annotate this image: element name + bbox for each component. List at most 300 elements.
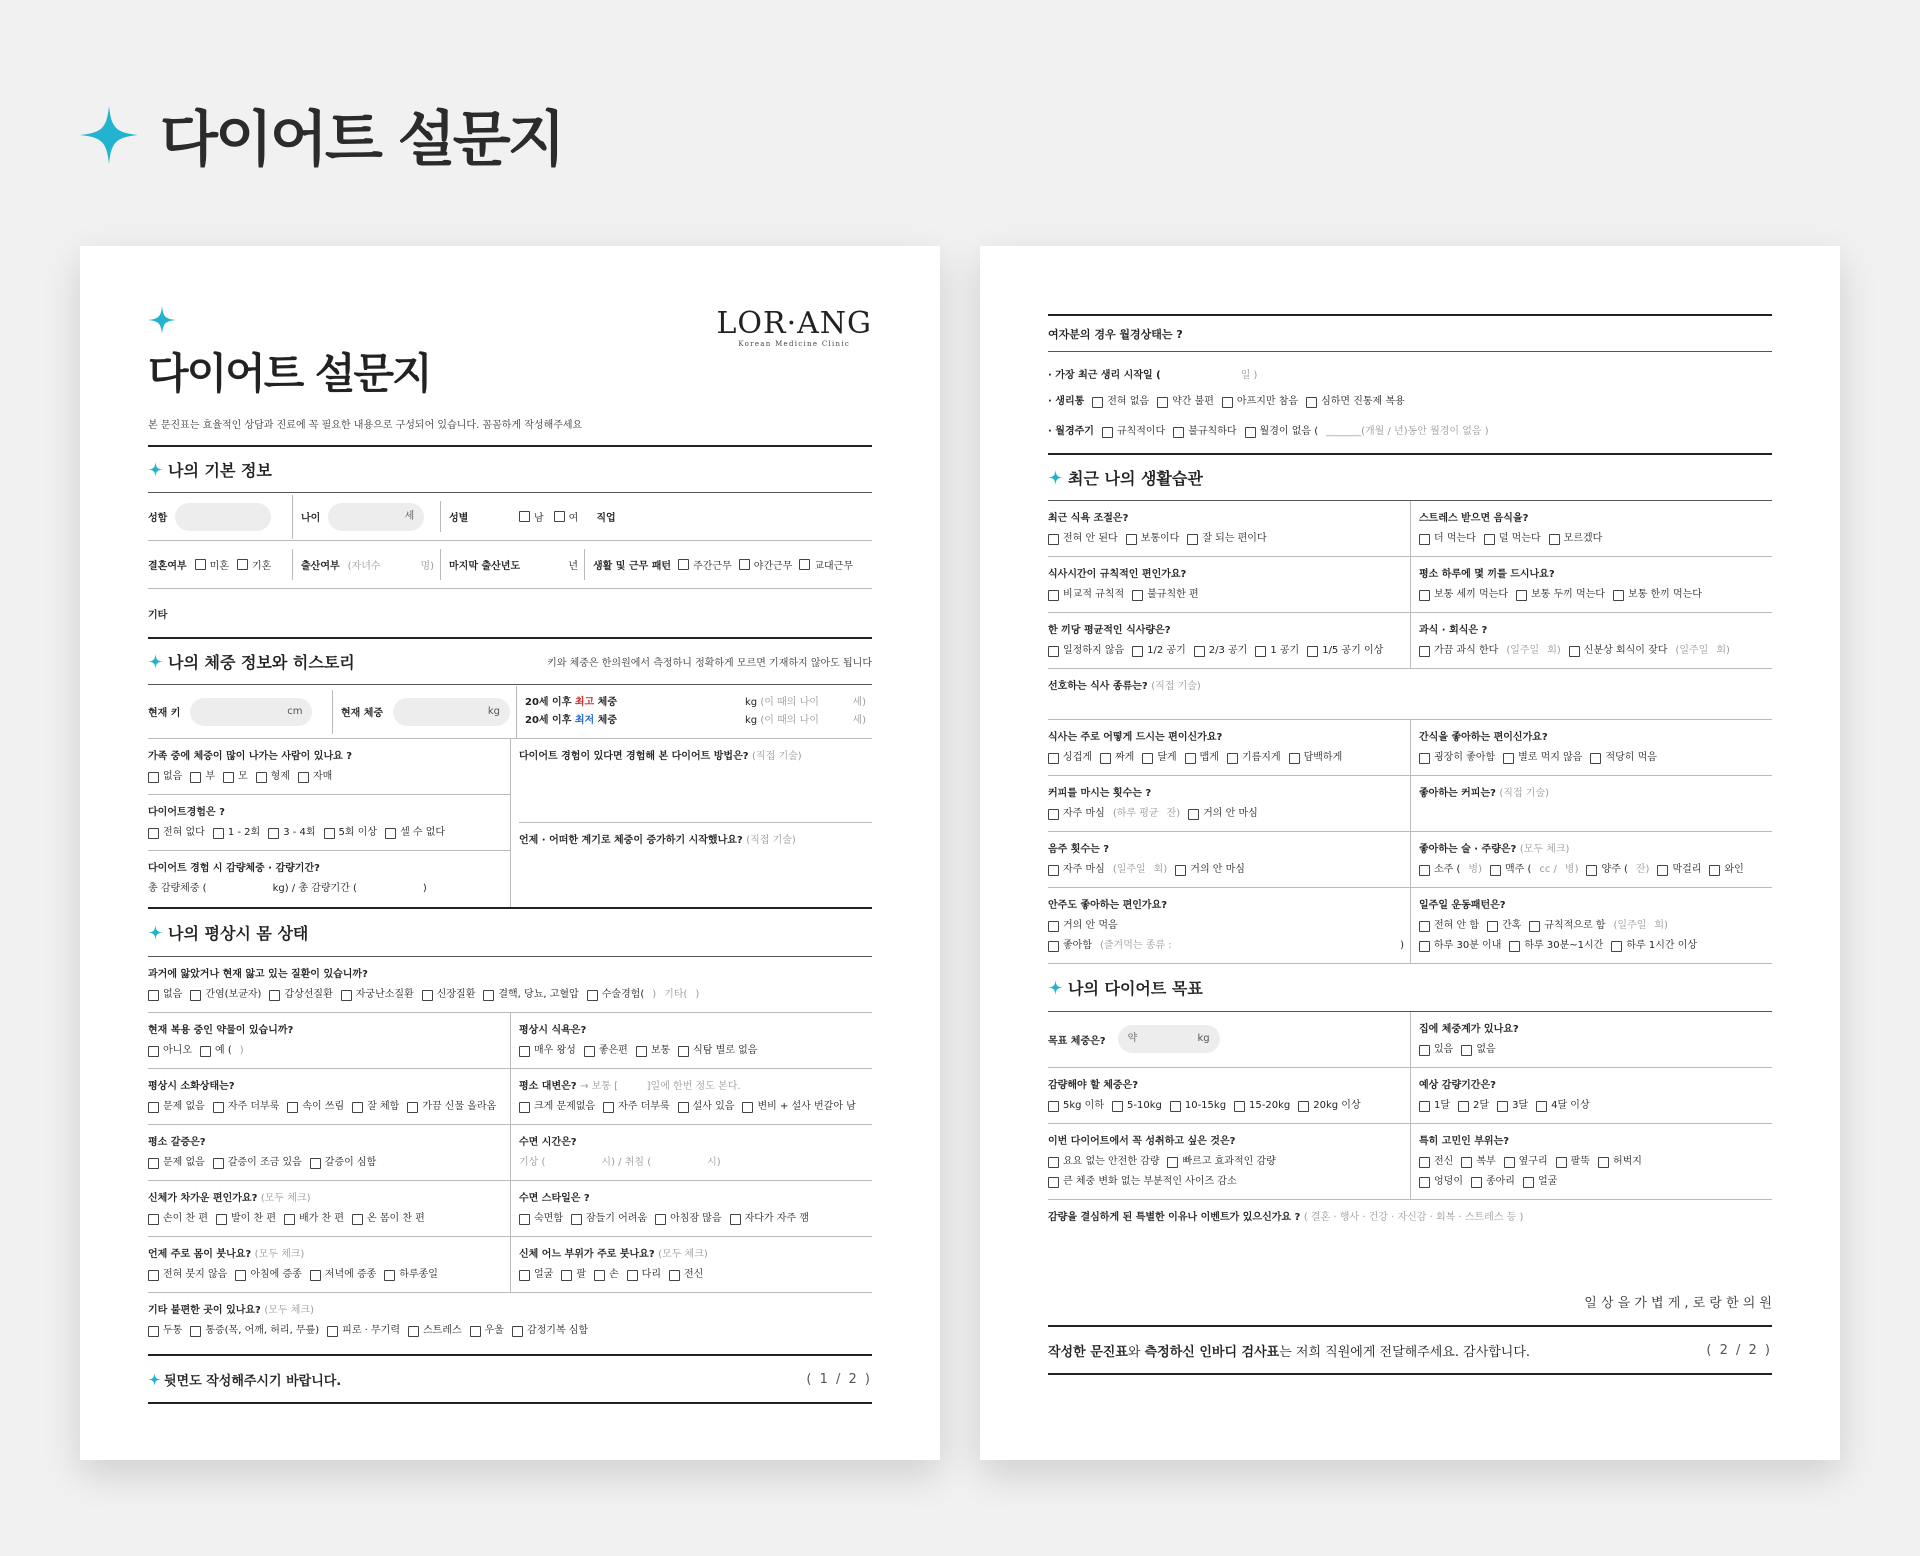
option-label: 숙면함 xyxy=(534,1213,563,1224)
option-checkbox[interactable] xyxy=(1709,861,1743,879)
option-checkbox[interactable] xyxy=(235,1266,301,1284)
option-checkbox[interactable] xyxy=(148,986,182,1004)
option-label: 3달 xyxy=(1512,1100,1529,1111)
option-label: 달게 xyxy=(1157,752,1177,763)
option-checkbox[interactable] xyxy=(298,768,332,786)
checkbox-icon xyxy=(1222,397,1233,408)
option-checkbox[interactable] xyxy=(1306,393,1405,411)
checkbox-icon xyxy=(1419,753,1430,764)
section-lifestyle: 최근 나의 생활습관 xyxy=(1048,453,1772,501)
option-checkbox[interactable] xyxy=(223,768,248,786)
option-checkbox[interactable] xyxy=(1419,861,1460,879)
option-checkbox[interactable] xyxy=(148,1098,205,1116)
section-diet-goal: 나의 다이어트 목표 xyxy=(1048,964,1772,1012)
option-label: 잘 체함 xyxy=(367,1101,400,1112)
option-checkbox[interactable] xyxy=(256,768,290,786)
option-label: 아침잠 많음 xyxy=(670,1213,722,1224)
option-checkbox[interactable] xyxy=(730,1210,809,1228)
option-checkbox[interactable] xyxy=(1461,1041,1495,1059)
option-checkbox[interactable] xyxy=(1188,805,1258,823)
option-label: 1/5 공기 이상 xyxy=(1322,645,1384,656)
shift-work-checkbox[interactable]: 교대근무 xyxy=(799,557,853,572)
option-hint: (일주일 xyxy=(1675,645,1709,656)
option-label: 감정기복 심함 xyxy=(526,1325,589,1336)
weight-field[interactable]: kg xyxy=(393,698,510,726)
option-checkbox[interactable] xyxy=(1419,586,1508,604)
option-checkbox[interactable] xyxy=(655,1210,721,1228)
checkbox-icon xyxy=(1167,1157,1178,1168)
option-hint: 병) xyxy=(1468,864,1482,875)
checkbox-icon xyxy=(190,990,201,1001)
option-checkbox[interactable] xyxy=(1298,1097,1360,1115)
checkbox-icon xyxy=(1419,1045,1430,1056)
female-checkbox[interactable]: 여 xyxy=(554,509,579,524)
option-checkbox[interactable] xyxy=(1419,749,1495,767)
option-label: 5-10kg xyxy=(1127,1100,1162,1111)
option-label: 아프지만 참음 xyxy=(1236,396,1299,407)
checkbox-icon xyxy=(422,990,433,1001)
option-checkbox[interactable] xyxy=(1227,749,1281,767)
option-checkbox[interactable] xyxy=(1611,937,1697,955)
four-point-star-icon xyxy=(1048,470,1063,485)
option-checkbox[interactable] xyxy=(422,986,476,1004)
option-checkbox[interactable] xyxy=(1048,917,1118,935)
checkbox-icon xyxy=(561,1270,572,1281)
checkbox-icon xyxy=(1461,1045,1472,1056)
checkbox-icon xyxy=(1306,397,1317,408)
age-field[interactable]: 세 xyxy=(328,503,424,531)
option-checkbox[interactable] xyxy=(1048,642,1124,660)
option-checkbox[interactable] xyxy=(1048,805,1105,823)
option-checkbox[interactable] xyxy=(1234,1097,1290,1115)
checkbox-icon xyxy=(1188,809,1199,820)
checkbox-icon xyxy=(1048,534,1059,545)
option-checkbox[interactable] xyxy=(1657,861,1701,879)
option-checkbox[interactable] xyxy=(1419,1041,1453,1059)
checkbox-icon xyxy=(1523,1177,1534,1188)
option-label: 하루 30분~1시간 xyxy=(1524,940,1604,951)
option-checkbox[interactable] xyxy=(324,824,378,842)
checkbox-icon xyxy=(1419,1101,1430,1112)
option-label: 손 xyxy=(609,1269,619,1280)
option-checkbox[interactable] xyxy=(1194,642,1248,660)
checkbox-icon xyxy=(1132,590,1143,601)
option-label: 10-15kg xyxy=(1184,1100,1227,1111)
option-label: 규칙적으로 함 xyxy=(1544,920,1606,931)
option-checkbox[interactable] xyxy=(384,1266,438,1284)
option-label: 1/2 공기 xyxy=(1147,645,1186,656)
option-checkbox[interactable] xyxy=(327,1322,400,1340)
option-checkbox[interactable] xyxy=(213,1098,279,1116)
option-checkbox[interactable] xyxy=(1185,749,1219,767)
option-label: 자주 마심 xyxy=(1063,864,1105,875)
option-checkbox[interactable] xyxy=(587,986,645,1004)
checkbox-icon xyxy=(678,1102,689,1113)
checkbox-icon xyxy=(1048,1101,1059,1112)
checkbox-icon xyxy=(1590,753,1601,764)
option-label: 담백하게 xyxy=(1303,752,1343,763)
option-checkbox[interactable] xyxy=(1590,749,1656,767)
option-checkbox[interactable] xyxy=(1187,530,1266,548)
checkbox-icon xyxy=(1569,646,1580,657)
option-checkbox[interactable] xyxy=(519,1098,595,1116)
option-checkbox[interactable] xyxy=(216,1210,276,1228)
checkbox-icon xyxy=(148,1102,159,1113)
option-checkbox[interactable] xyxy=(310,1154,376,1172)
option-checkbox[interactable] xyxy=(512,1322,588,1340)
option-checkbox[interactable] xyxy=(594,1266,619,1284)
option-label: 스트레스 xyxy=(423,1325,462,1336)
option-label: 자주 마심 xyxy=(1063,808,1105,819)
option-checkbox[interactable] xyxy=(1255,642,1299,660)
option-checkbox[interactable] xyxy=(519,1266,553,1284)
option-label: 옆구리 xyxy=(1518,1156,1548,1167)
option-checkbox[interactable] xyxy=(407,1098,496,1116)
option-checkbox[interactable] xyxy=(1419,1097,1450,1115)
option-checkbox[interactable] xyxy=(213,824,260,842)
option-label: 좋은편 xyxy=(598,1045,628,1056)
option-checkbox[interactable] xyxy=(1549,530,1603,548)
option-label: 자매 xyxy=(313,771,333,782)
single-checkbox[interactable]: 미혼 xyxy=(195,557,229,572)
checkbox-icon xyxy=(269,990,280,1001)
option-hint: 회) xyxy=(1654,920,1668,931)
option-checkbox[interactable] xyxy=(1523,1173,1557,1191)
option-checkbox[interactable] xyxy=(148,1322,182,1340)
questionnaire-page-2: 여자분의 경우 월경상태는 ? · 가장 최근 생리 시작일 ( 일 ) · 생리통 전혀 없음 약간 불편 아프지만 참음 심하면 진통제 복용 · 월경주기 규칙적이다 불규칙하다 월경이 없음 ( _______(개월 / 년)동안 월경이 없음 ) 최근 나의 생활습관 최근 식욕 조절은? 전혀 안 된다 보통이다 잘 되는 편이다 스트레스 받으면 음식을? 더 먹는다 덜 먹는다 모르겠다 식사시간이 규칙적인 편인가요? 비교적 규칙적 불규칙한 편 평소 하루에 몇 끼를 드시나요? 보통 세끼 먹는다 보통 두끼 먹는다 보통 한끼 먹는다 한 끼당 평균적인 식사량은? 일정하지 않음 1/2 공기 2/3 공기 1 공기 1/5 공기 이상 과식 · 회식은 ? 가끔 과식 한다 (일주일 회) 신분상 회식이 잦다 (일주일 회) 선호하는 식사 종류는? (직접 기술) 식사는 주로 어떻게 드시는 편이신가요? 싱겁게 짜게 달게 맵게 기름지게 담백하게 간식을 좋아하는 편이신가요? 굉장히 좋아함 별로 먹지 않음 적당히 먹음 커피를 마시는 횟수는 ? 자주 마심 (하루 평균 잔) 거의 안 마심 좋아하는 커피는? (직접 기술) 음주 횟수는 ? 자주 마심 (일주일 회) 거의 안 마심 좋아하는 술 · 주량은? (모두 체크) 소주 ( 병) 맥주 ( cc / 병) 양주 ( 잔) 막걸리 와인 안주도 좋아하는 편인가요? 거의 안 먹음 좋아함 (즐겨먹는 종류 : ) 일주일 운동패턴은? 전혀 안 함 간혹 규칙적으로 함 (일주일 회) 하루 30분 이내 하루 30분~1시간 하루 1시간 이상 나의 다이어트 목표 목표 체중은? 약 kg 집에 체중계가 있나요? 있음 없음 감량해야 할 체중은? 5kg 이하 5-10kg 10-15kg 15-20kg 20kg 이상 예상 감량기간은? 1달 2달 3달 4달 이상 이번 다이어트에서 꼭 성취하고 싶은 것은? 요요 없는 안전한 감량 빠르고 효과적인 감량 큰 체중 변화 없는 부분적인 사이즈 감소 특히 고민인 부위는? 전신 복부 옆구리 팔뚝 허벅지 엉덩이 종아리 얼굴 감량을 결심하게 된 특별한 이유나 이벤트가 있으신가요 ? ( 결혼 · 행사 · 건강 · 자신감 · 회복 · 스트레스 등 ) 일 상 을 가 볍 게 , 로 랑 한 의 원 작성한 문진표와 측정하신 인바디 검사표는 저희 직원에게 전달해주세요. 감사합니다. ( 2 / 2 ) xyxy=(980,246,1840,1460)
option-label: 전혀 없음 xyxy=(1107,396,1150,407)
option-label: 형제 xyxy=(270,771,290,782)
checkbox-icon xyxy=(1048,921,1059,932)
option-label: 매우 왕성 xyxy=(534,1045,576,1056)
checkbox-icon xyxy=(1142,753,1153,764)
checkbox-icon xyxy=(223,772,234,783)
option-checkbox[interactable] xyxy=(1222,393,1298,411)
option-label: 허벅지 xyxy=(1612,1156,1642,1167)
option-label: 피로 · 무기력 xyxy=(342,1325,400,1336)
option-label: 통증(목, 어깨, 허리, 무릎) xyxy=(205,1325,320,1336)
option-label: 거의 안 마심 xyxy=(1203,808,1258,819)
option-label: 가끔 과식 한다 xyxy=(1434,645,1499,656)
option-checkbox[interactable] xyxy=(1048,861,1105,879)
option-label: 신분상 회식이 잦다 xyxy=(1583,645,1668,656)
option-checkbox[interactable] xyxy=(148,1042,192,1060)
option-label: 결핵, 당뇨, 고혈압 xyxy=(498,989,579,1000)
option-label: 설사 있음 xyxy=(692,1101,735,1112)
option-checkbox[interactable] xyxy=(1167,1153,1275,1171)
option-checkbox[interactable] xyxy=(1175,861,1245,879)
option-checkbox[interactable] xyxy=(1509,937,1603,955)
day-work-checkbox[interactable]: 주간근무 xyxy=(678,557,732,572)
option-checkbox[interactable] xyxy=(190,986,261,1004)
option-checkbox[interactable] xyxy=(287,1098,344,1116)
option-checkbox[interactable] xyxy=(148,768,182,786)
night-work-checkbox[interactable]: 야간근무 xyxy=(739,557,793,572)
option-checkbox[interactable] xyxy=(148,824,205,842)
option-checkbox[interactable] xyxy=(1112,1097,1162,1115)
option-checkbox[interactable] xyxy=(1126,530,1180,548)
checkbox-icon xyxy=(1102,427,1113,438)
option-checkbox[interactable] xyxy=(1245,423,1319,441)
option-label: 2/3 공기 xyxy=(1208,645,1248,656)
checkbox-icon xyxy=(1245,427,1256,438)
option-checkbox[interactable] xyxy=(1419,917,1479,935)
option-checkbox[interactable] xyxy=(148,1154,205,1172)
option-label: 적당히 먹음 xyxy=(1605,752,1657,763)
checkbox-icon xyxy=(1419,590,1430,601)
option-checkbox[interactable] xyxy=(636,1042,670,1060)
option-checkbox[interactable] xyxy=(1471,1173,1515,1191)
option-hint: _______(개월 / 년)동안 월경이 없음 ) xyxy=(1326,426,1489,437)
option-label: 와인 xyxy=(1724,864,1744,875)
option-checkbox[interactable] xyxy=(571,1210,647,1228)
four-point-star-icon xyxy=(148,654,163,669)
option-checkbox[interactable] xyxy=(1497,1097,1528,1115)
checkbox-icon xyxy=(148,828,159,839)
option-checkbox[interactable] xyxy=(200,1042,232,1060)
option-checkbox[interactable] xyxy=(603,1098,669,1116)
option-checkbox[interactable] xyxy=(1048,1173,1237,1191)
option-checkbox[interactable] xyxy=(148,1266,227,1284)
option-label: 잠들기 어려움 xyxy=(585,1213,648,1224)
checkbox-icon xyxy=(1611,941,1622,952)
option-label: 얼굴 xyxy=(534,1269,554,1280)
checkbox-icon xyxy=(1613,590,1624,601)
option-checkbox[interactable] xyxy=(148,1210,208,1228)
checkbox-icon xyxy=(519,1270,530,1281)
checkbox-icon xyxy=(384,1270,395,1281)
option-checkbox[interactable] xyxy=(385,824,445,842)
option-checkbox[interactable] xyxy=(678,1098,735,1116)
option-checkbox[interactable] xyxy=(1132,586,1198,604)
option-label: 가끔 신물 올라옴 xyxy=(422,1101,497,1112)
checkbox-icon xyxy=(1509,941,1520,952)
option-label: 저녁에 증종 xyxy=(324,1269,377,1280)
option-checkbox[interactable] xyxy=(1536,1097,1590,1115)
option-checkbox[interactable] xyxy=(1132,642,1186,660)
checkbox-icon xyxy=(1419,534,1430,545)
checkbox-icon xyxy=(1185,753,1196,764)
checkbox-icon xyxy=(148,1270,159,1281)
checkbox-icon xyxy=(669,1270,680,1281)
option-checkbox[interactable] xyxy=(742,1098,855,1116)
option-label: 자궁난소질환 xyxy=(355,989,414,1000)
checkbox-icon xyxy=(594,1270,605,1281)
page-header xyxy=(80,92,563,178)
option-checkbox[interactable] xyxy=(1419,642,1498,660)
option-checkbox[interactable] xyxy=(284,1210,344,1228)
option-checkbox[interactable] xyxy=(408,1322,462,1340)
option-label: 소주 ( xyxy=(1434,864,1461,875)
option-checkbox[interactable] xyxy=(1048,1153,1159,1171)
option-checkbox[interactable] xyxy=(1461,1153,1495,1171)
checkbox-icon xyxy=(1503,753,1514,764)
option-hint: (하루 평균 xyxy=(1112,808,1159,819)
section-body-condition: 나의 평상시 몸 상태 xyxy=(148,909,872,957)
option-checkbox[interactable] xyxy=(341,986,414,1004)
four-point-star-icon xyxy=(148,925,163,940)
checkbox-icon xyxy=(571,1214,582,1225)
checkbox-icon xyxy=(213,1158,224,1169)
checkbox-icon xyxy=(1516,590,1527,601)
option-label: 문제 없음 xyxy=(163,1101,205,1112)
height-field[interactable]: cm xyxy=(190,698,312,726)
checkbox-icon xyxy=(148,1046,159,1057)
option-checkbox[interactable] xyxy=(1419,1173,1463,1191)
option-label: 부 xyxy=(205,771,215,782)
option-label: 예 ( xyxy=(214,1045,232,1056)
option-label: 전혀 붓지 않음 xyxy=(163,1269,228,1280)
option-checkbox[interactable] xyxy=(213,1154,302,1172)
married-checkbox[interactable]: 기혼 xyxy=(237,557,271,572)
option-checkbox[interactable] xyxy=(669,1266,703,1284)
option-checkbox[interactable] xyxy=(678,1042,757,1060)
option-hint: (즐겨먹는 종류 : xyxy=(1099,940,1172,951)
name-field[interactable] xyxy=(175,503,271,531)
checkbox-icon xyxy=(268,828,279,839)
option-checkbox[interactable] xyxy=(1484,530,1541,548)
option-checkbox[interactable] xyxy=(1289,749,1343,767)
checkbox-icon xyxy=(148,1158,159,1169)
option-checkbox[interactable] xyxy=(1586,861,1627,879)
option-checkbox[interactable] xyxy=(1048,937,1092,955)
option-checkbox[interactable] xyxy=(1419,1153,1453,1171)
option-label: 빠르고 효과적인 감량 xyxy=(1182,1156,1276,1167)
checkbox-icon xyxy=(1048,1177,1059,1188)
option-checkbox[interactable] xyxy=(1419,937,1501,955)
option-checkbox[interactable] xyxy=(1100,749,1134,767)
four-point-star-icon xyxy=(80,106,138,164)
checkbox-icon xyxy=(627,1270,638,1281)
option-label: 짜게 xyxy=(1114,752,1135,763)
option-label: 속이 쓰림 xyxy=(302,1101,345,1112)
option-checkbox[interactable] xyxy=(1487,917,1521,935)
option-checkbox[interactable] xyxy=(352,1098,399,1116)
option-label: 셀 수 없다 xyxy=(400,827,446,838)
option-checkbox[interactable] xyxy=(1458,1097,1489,1115)
option-label: 다리 xyxy=(641,1269,661,1280)
option-checkbox[interactable] xyxy=(1048,1097,1104,1115)
option-checkbox[interactable] xyxy=(1529,917,1605,935)
option-checkbox[interactable] xyxy=(1307,642,1383,660)
checkbox-icon xyxy=(519,1214,530,1225)
checkbox-icon xyxy=(584,1046,595,1057)
option-hint: ) xyxy=(239,1045,244,1056)
option-label: 아니오 xyxy=(163,1045,192,1056)
checkbox-icon xyxy=(341,990,352,1001)
option-label: 기름지게 xyxy=(1241,752,1281,763)
checkbox-icon xyxy=(1556,1157,1567,1168)
option-label: 갑상선질환 xyxy=(284,989,333,1000)
option-label: 모르겠다 xyxy=(1563,533,1603,544)
male-checkbox[interactable]: 남 xyxy=(519,509,544,524)
option-label: 없음 xyxy=(163,771,183,782)
option-label: 하루 1시간 이상 xyxy=(1626,940,1698,951)
option-checkbox[interactable] xyxy=(1556,1153,1590,1171)
four-point-star-icon xyxy=(1048,980,1063,995)
option-checkbox[interactable] xyxy=(1157,393,1214,411)
checkbox-icon xyxy=(1126,534,1137,545)
checkbox-icon xyxy=(1048,1157,1059,1168)
option-checkbox[interactable] xyxy=(1503,749,1582,767)
option-hint: ) xyxy=(652,989,657,1000)
checkbox-icon xyxy=(512,1326,523,1337)
clinic-slogan: 일 상 을 가 볍 게 , 로 랑 한 의 원 xyxy=(1584,1296,1772,1311)
option-hint: 회) xyxy=(1716,645,1730,656)
option-checkbox[interactable] xyxy=(1516,586,1605,604)
option-label: 없음 xyxy=(1476,1044,1496,1055)
option-label: 2달 xyxy=(1473,1100,1490,1111)
option-label: 자다가 자주 깸 xyxy=(744,1213,809,1224)
option-checkbox[interactable] xyxy=(1419,530,1476,548)
option-checkbox[interactable] xyxy=(470,1322,504,1340)
option-label: 보통 세끼 먹는다 xyxy=(1434,589,1508,600)
option-label: 약간 불편 xyxy=(1172,396,1214,407)
option-checkbox[interactable] xyxy=(584,1042,628,1060)
option-label: 문제 없음 xyxy=(163,1157,205,1168)
option-checkbox[interactable] xyxy=(1490,861,1531,879)
option-checkbox[interactable] xyxy=(1092,393,1149,411)
option-checkbox[interactable] xyxy=(269,986,332,1004)
option-checkbox[interactable] xyxy=(1048,749,1092,767)
option-checkbox[interactable] xyxy=(483,986,578,1004)
checkbox-icon xyxy=(1497,1101,1508,1112)
option-checkbox[interactable] xyxy=(190,768,215,786)
option-label: 자주 더부룩 xyxy=(227,1101,280,1112)
option-checkbox[interactable] xyxy=(1598,1153,1642,1171)
section-basic-info: 나의 기본 정보 xyxy=(148,445,872,493)
checkbox-icon xyxy=(148,990,159,1001)
option-checkbox[interactable] xyxy=(1048,586,1124,604)
option-label: 변비 + 설사 번갈아 남 xyxy=(757,1101,856,1112)
option-checkbox[interactable] xyxy=(1102,423,1165,441)
option-checkbox[interactable] xyxy=(1173,423,1236,441)
option-label: 덜 먹는다 xyxy=(1498,533,1541,544)
option-checkbox[interactable] xyxy=(1048,530,1118,548)
option-label: 1 - 2회 xyxy=(227,827,261,838)
checkbox-icon xyxy=(1187,534,1198,545)
checkbox-icon xyxy=(148,1214,159,1225)
option-checkbox[interactable] xyxy=(352,1210,425,1228)
checkbox-icon xyxy=(213,1102,224,1113)
checkbox-icon xyxy=(213,828,224,839)
option-checkbox[interactable] xyxy=(268,824,315,842)
checkbox-icon xyxy=(1484,534,1495,545)
option-checkbox[interactable] xyxy=(1170,1097,1226,1115)
option-checkbox[interactable] xyxy=(1504,1153,1548,1171)
option-checkbox[interactable] xyxy=(1613,586,1702,604)
option-label: 식탐 별로 없음 xyxy=(693,1045,758,1056)
option-checkbox[interactable] xyxy=(310,1266,376,1284)
option-checkbox[interactable] xyxy=(1569,642,1668,660)
option-checkbox[interactable] xyxy=(627,1266,661,1284)
checkbox-icon xyxy=(408,1326,419,1337)
checkbox-icon xyxy=(190,772,201,783)
option-checkbox[interactable] xyxy=(519,1042,576,1060)
checkbox-icon xyxy=(1419,1157,1430,1168)
option-checkbox[interactable] xyxy=(519,1210,563,1228)
option-label: 규칙적이다 xyxy=(1116,426,1166,437)
option-checkbox[interactable] xyxy=(190,1322,319,1340)
checkbox-icon xyxy=(327,1326,338,1337)
checkbox-icon xyxy=(190,1326,201,1337)
option-checkbox[interactable] xyxy=(561,1266,586,1284)
header-title: 다이어트 설문지 xyxy=(160,105,563,175)
option-label: 전신 xyxy=(1434,1156,1454,1167)
option-label: 온 몸이 찬 편 xyxy=(367,1213,425,1224)
option-checkbox[interactable] xyxy=(1142,749,1176,767)
goal-weight-field[interactable]: 약 kg xyxy=(1118,1025,1220,1053)
